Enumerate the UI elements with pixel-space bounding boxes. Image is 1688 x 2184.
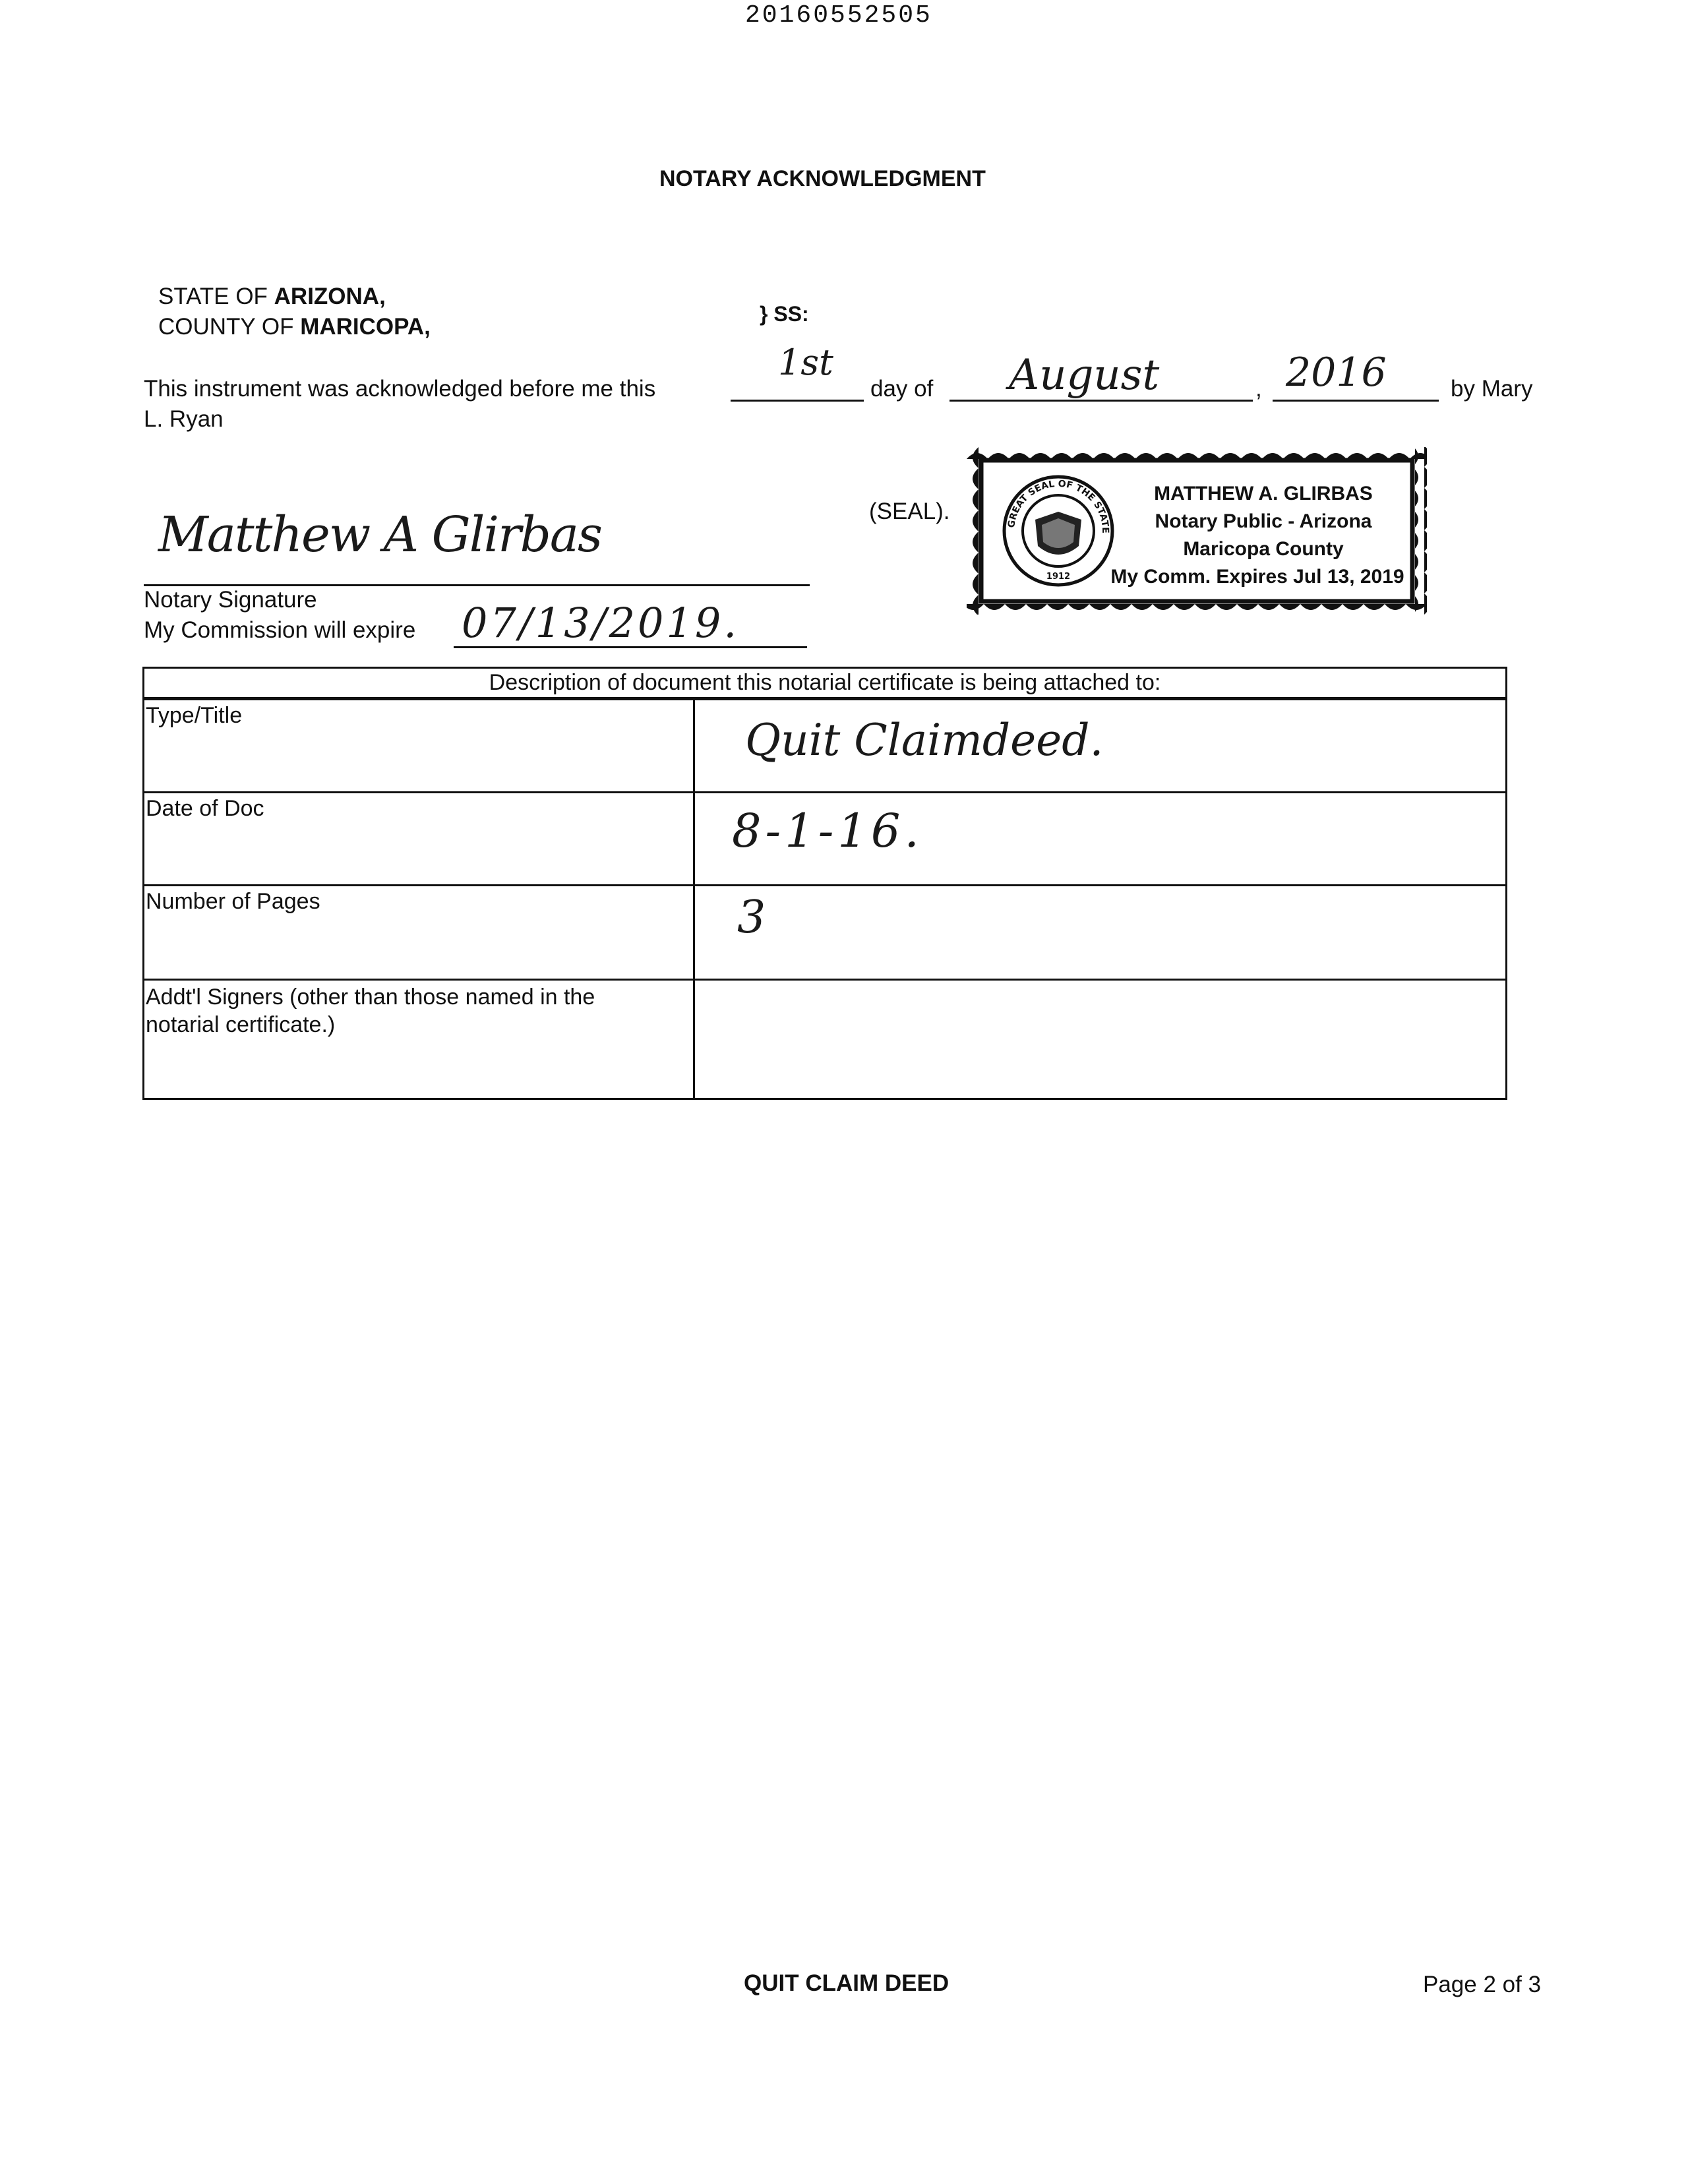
county-line (158, 314, 431, 340)
description-table (142, 667, 1507, 1100)
day-of-text: day of (870, 376, 934, 402)
row-value-type-title (694, 699, 1507, 793)
row-label-number-of-pages: Number of Pages (144, 886, 694, 980)
stamp-expiry: My Comm. Expires Jul 13, 2019 (1110, 566, 1404, 588)
table-header-row (144, 668, 1507, 699)
commission-label: My Commission will expire (144, 617, 416, 643)
row-value-date-of-doc (694, 793, 1507, 886)
table-row (144, 886, 1507, 980)
signature-label: Notary Signature (144, 587, 317, 613)
seal-emblem-text: GREAT SEAL OF THE STATE (1006, 478, 1111, 534)
notary-signature: Matthew A Glirbas (158, 506, 601, 563)
table-row (144, 793, 1507, 886)
state-name: ARIZONA, (274, 284, 386, 309)
seal-label: (SEAL). (869, 499, 950, 524)
row-label-date-of-doc: Date of Doc (144, 793, 694, 886)
signer-cont: L. Ryan (144, 406, 224, 432)
footer-doc-name: QUIT CLAIM DEED (744, 1970, 950, 1996)
ss-label: } SS: (760, 302, 809, 326)
day-value: 1st (778, 342, 833, 383)
stamp-county: Maricopa County (1183, 538, 1344, 560)
row-value-addtl-signers (694, 980, 1507, 1099)
row-label-type-title: Type/Title (144, 699, 694, 793)
month-value: August (1009, 351, 1160, 400)
date-of-doc-value: 8-1-16. (732, 804, 923, 858)
stamp-notary-title: Notary Public - Arizona (1155, 510, 1372, 532)
table-header: Description of document this notarial certificate is being attached to: (144, 668, 1507, 699)
ack-text: This instrument was acknowledged before me this (144, 376, 656, 402)
type-title-value: Quit Claimdeed. (745, 715, 1104, 766)
arizona-seal-emblem (1001, 473, 1116, 588)
page-title: NOTARY ACKNOWLEDGMENT (659, 166, 986, 191)
county-name: MARICOPA, (300, 314, 431, 340)
number-of-pages-value: 3 (737, 892, 766, 944)
state-line (158, 284, 386, 310)
footer-page-number: Page 2 of 3 (1423, 1972, 1542, 1997)
state-prefix: STATE OF (158, 284, 274, 309)
commission-value: 07/13/2019. (462, 599, 740, 647)
comma-text: , (1255, 376, 1262, 402)
signature-line (144, 566, 810, 586)
year-value: 2016 (1286, 349, 1387, 396)
notary-stamp (967, 447, 1427, 615)
by-text: by Mary (1451, 376, 1533, 402)
table-row (144, 980, 1507, 1099)
seal-emblem-year: 1912 (1046, 572, 1071, 582)
row-value-number-of-pages (694, 886, 1507, 980)
county-prefix: COUNTY OF (158, 314, 301, 340)
table-row (144, 699, 1507, 793)
stamp-notary-name: MATTHEW A. GLIRBAS (1154, 483, 1373, 504)
row-label-addtl-signers: Addt'l Signers (other than those named in the notarial certificate.) (144, 980, 694, 1099)
record-number: 20160552505 (745, 1, 932, 30)
